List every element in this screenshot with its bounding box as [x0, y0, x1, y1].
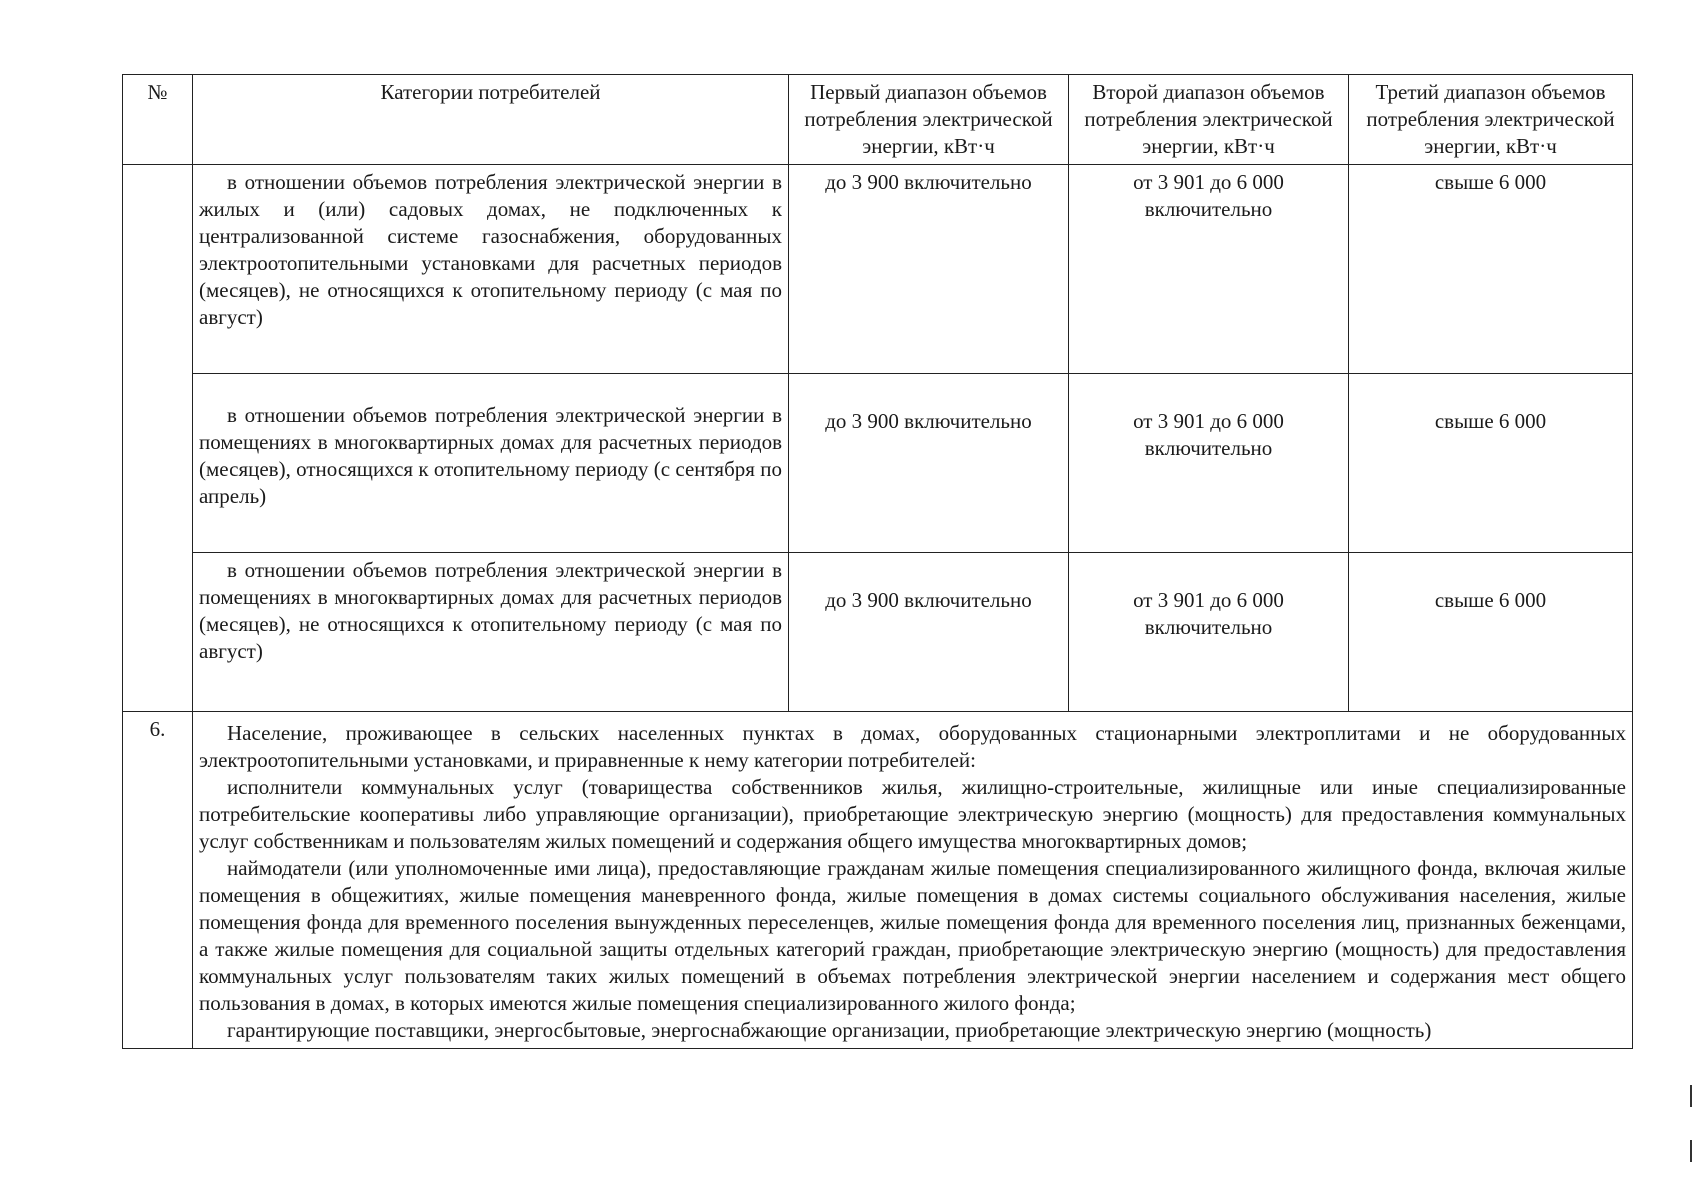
row-6-description — [193, 712, 1633, 1049]
header-range-2: Второй диапазон объемов потребления электрической энергии, кВт·ч — [1069, 75, 1349, 165]
range-3-cell: свыше 6 000 — [1349, 553, 1633, 712]
tariff-table — [122, 74, 1633, 1049]
range-2-cell: от 3 901 до 6 000 включительно — [1069, 553, 1349, 712]
table-row-6 — [123, 712, 1633, 1049]
table-row — [123, 374, 1633, 553]
range-2-cell: от 3 901 до 6 000 включительно — [1069, 374, 1349, 553]
table-header-row — [123, 75, 1633, 165]
range-1-cell: до 3 900 включительно — [789, 165, 1069, 374]
scan-edge-mark — [1690, 1140, 1692, 1162]
scan-edge-mark — [1690, 1085, 1692, 1107]
row-6-paragraph: исполнители коммунальных услуг (товарищества собственников жилья, жилищно-строительные, жилищные или иные специализированные потребительские кооперативы либо управляющие организации), приобретающие электрическую энергию (мощность) для предоставления коммунальных услуг собственникам и пользователям жилых помещений и содержания общего имущества многоквартирных домов; — [199, 775, 1626, 853]
range-3-cell: свыше 6 000 — [1349, 165, 1633, 374]
range-1-cell: до 3 900 включительно — [789, 374, 1069, 553]
category-cell: в отношении объемов потребления электрической энергии в помещениях в многоквартирных домах для расчетных периодов (месяцев), относящихся к отопительному периоду (с сентября по апрель) — [193, 374, 789, 553]
header-number: № — [123, 75, 193, 165]
category-cell: в отношении объемов потребления электрической энергии в помещениях в многоквартирных домах для расчетных периодов (месяцев), не относящихся к отопительному периоду (с мая по август) — [193, 553, 789, 712]
row-6-paragraph: гарантирующие поставщики, энергосбытовые, энергоснабжающие организации, приобретающие электрическую энергию (мощность) — [227, 1018, 1432, 1042]
row-number-cell — [123, 165, 193, 712]
header-category: Категории потребителей — [193, 75, 789, 165]
row-6-paragraph: наймодатели (или уполномоченные ими лица), предоставляющие гражданам жилые помещения специализированного жилищного фонда, включая жилые помещения в общежитиях, жилые помещения маневренного фонда, жилые помещения в домах системы социального обслуживания населения, жилые помещения фонда для временного поселения вынужденных переселенцев, жилые помещения фонда для временного поселения лиц, признанных беженцами, а также жилые помещения для социальной защиты отдельных категорий граждан, приобретающие электрическую энергию (мощность) для предоставления коммунальных услуг пользователям таких жилых помещений в объемах потребления электрической энергии населением и содержания мест общего пользования в домах, в которых имеются жилые помещения специализированного жилого фонда; — [199, 856, 1626, 1015]
header-range-1: Первый диапазон объемов потребления электрической энергии, кВт·ч — [789, 75, 1069, 165]
range-2-cell: от 3 901 до 6 000 включительно — [1069, 165, 1349, 374]
range-3-cell: свыше 6 000 — [1349, 374, 1633, 553]
category-cell: в отношении объемов потребления электрической энергии в жилых и (или) садовых домах, не подключенных к централизованной системе газоснабжения, оборудованных электроотопительными установками для расчетных периодов (месяцев), не относящихся к отопительному периоду (с мая по август) — [193, 165, 789, 374]
row-number-6: 6. — [123, 712, 193, 1049]
table-row — [123, 165, 1633, 374]
header-range-3: Третий диапазон объемов потребления электрической энергии, кВт·ч — [1349, 75, 1633, 165]
table-row — [123, 553, 1633, 712]
range-1-cell: до 3 900 включительно — [789, 553, 1069, 712]
row-6-paragraph: Население, проживающее в сельских населенных пунктах в домах, оборудованных стационарными электроплитами и не оборудованных электроотопительными установками, и приравненные к нему категории потребителей: — [199, 721, 1626, 772]
